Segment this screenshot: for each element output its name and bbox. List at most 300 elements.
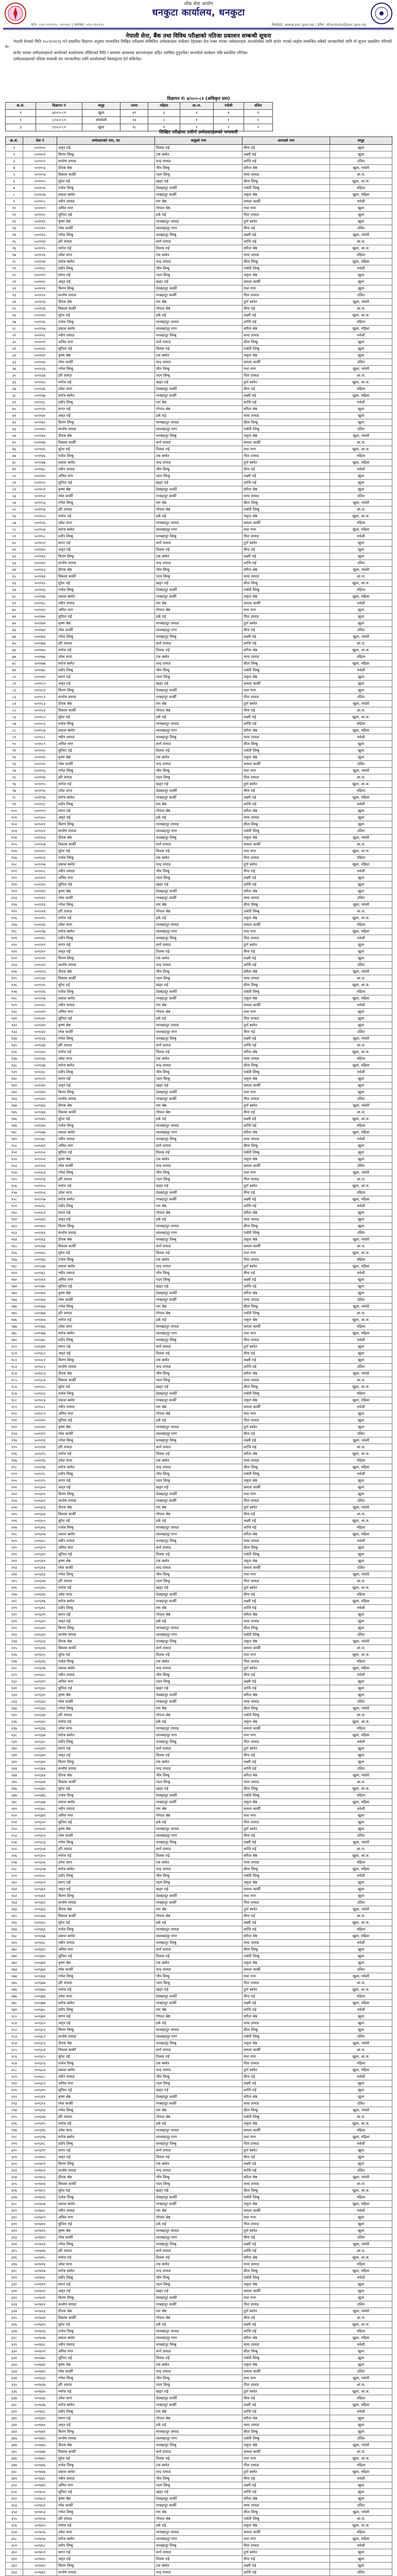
table-cell: लालबहादुर मगर [155,1330,243,1337]
table-cell: ५०१३११ [23,1558,57,1565]
table-cell: तिलक राई [155,245,243,252]
table-cell: लालबहादुर मगर [155,2335,243,2342]
table-cell: राजेश लिम्बु [57,2328,155,2335]
table-row [6,393,392,399]
table-cell: खुला, मधेशी [330,1303,392,1310]
table-row [6,1062,392,1069]
table-cell: सीता लिम्बु [243,339,330,346]
table-cell: १२२ [6,955,23,962]
table-cell: ५०११२६ [23,319,57,326]
table-cell: खुला [330,2020,392,2027]
table-cell: ५०१३७१ [23,1960,57,1967]
table-cell: मीना राई [243,1913,330,1920]
table-cell: खुला [330,1149,392,1156]
table-cell: २७६ [6,1987,23,1993]
table-cell: राजेश लिम्बु [57,2060,155,2067]
table-cell: ५०१३५५ [23,1853,57,1859]
notice-paragraph-3: उम्मेदवारहरूको नतिजा सम्बन्धी थप जानकारीका लागि कार्यालयको वेबसाइटमा हेर्न सकिनेछ। [13,57,142,61]
table-cell: धनबहादुर लिम्बु [155,634,243,640]
table-cell: कर्ण तामाङ [155,1444,243,1451]
table-cell: राधा मगर [243,2295,330,2301]
table-row [6,1377,392,1384]
table-cell: १६२ [6,1223,23,1230]
table-row [6,727,392,734]
results-table [5,137,392,2576]
table-cell: खुला, आ.ज. [330,1183,392,1190]
table-cell: ५०१३५३ [23,1839,57,1846]
table-cell: अमृत राई [57,2422,155,2429]
table-cell: १८४ [6,1370,23,1377]
table-cell: भीम लिम्बु [155,165,243,172]
table-row [6,1156,392,1163]
table-cell: ५०११४५ [23,446,57,453]
table-cell: ५०११०५ [23,178,57,185]
table-cell: कमला कार्की [243,439,330,446]
table-cell: देवबहादुर कार्की [155,687,243,694]
table-row [6,1685,392,1692]
summary-cell: १८ [120,124,148,131]
table-cell: टंक बस्नेत [155,252,243,259]
table-cell: सुरेश राई [57,848,155,855]
table-cell: २७५ [6,1980,23,1987]
table-cell: सरिता श्रेष्ठ [243,1290,330,1297]
table-cell: कृष्ण श्रेष्ठ [57,1960,155,1967]
table-cell: ५०११९६ [23,788,57,794]
table-cell: मानबहादुर तामाङ [155,1725,243,1732]
table-cell: खुला [330,1417,392,1424]
table-cell: खुला, महिला [330,2469,392,2476]
table-cell: दीपक श्रेष्ठ [57,2308,155,2315]
table-cell: १३६ [6,1049,23,1056]
table-cell: ५०१४०७ [23,2201,57,2208]
notice-body [5,39,392,63]
table-cell: ५०१४०५ [23,2188,57,2194]
table-cell: सुनिता राई [57,2221,155,2228]
table-cell: खुला, महिला [330,1665,392,1672]
table-cell: खुला [330,1156,392,1163]
table-cell: गणेश लिम्बु [57,2375,155,2382]
table-cell: ५०१२६९ [23,1277,57,1283]
table-cell: आ.ज. [330,2047,392,2054]
table-row [6,480,392,486]
table-cell: जमुना श्रेष्ठ [243,674,330,681]
table-cell: ५०११७० [23,614,57,620]
table-cell: प्रकाश बस्नेत [57,192,155,198]
table-cell: गीता तामाङ [243,533,330,540]
table-cell: २१ [6,279,23,285]
table-cell: २३८ [6,1732,23,1739]
table-cell: १४९ [6,1136,23,1143]
table-cell: ५०१३०० [23,1484,57,1491]
table-row [6,1511,392,1518]
table-cell: दीपक श्रेष्ठ [57,165,155,172]
table-cell: शान्ति राई [243,2167,330,2174]
table-cell: २५ [6,306,23,312]
table-cell: मीना राई [243,306,330,312]
table-row [6,1170,392,1176]
table-row [6,1893,392,1900]
table-cell: ११ [6,212,23,218]
table-cell: कर्ण तामाङ [155,1946,243,1953]
table-cell: लक्ष्मी राई [243,955,330,962]
table-cell: खुला, मधेशी [330,2241,392,2248]
table-row [6,2013,392,2020]
table-cell: लक्ष्मी राई [243,1759,330,1766]
table-cell: लक्ष्मी राई [243,312,330,319]
table-cell: सीता लिम्बु [243,2348,330,2355]
table-cell: ५०१३६९ [23,1946,57,1953]
table-cell: तिलक राई [155,848,243,855]
table-cell: सागर राई [57,540,155,547]
table-cell: खुला [330,480,392,486]
table-row [6,319,392,326]
table-cell: सन्तोष तामाङ [57,560,155,567]
table-cell: धनबहादुर लिम्बु [155,1337,243,1344]
table-cell: ५०१३१७ [23,1598,57,1605]
table-cell: ५७ [6,520,23,527]
table-cell: उमेश थापा [57,386,155,393]
table-cell: विकास कार्की [57,1377,155,1384]
table-cell: २१६ [6,1585,23,1591]
table-cell: किरण लिम्बु [57,687,155,694]
table-cell: हर्क राई [155,815,243,821]
table-cell: दुर्गा बस्नेत [243,1504,330,1511]
table-cell: ५०१२३९ [23,1076,57,1082]
table-cell: खुला, मधेशी [330,1236,392,1243]
table-cell: माया तामाङ [243,654,330,660]
table-cell: अमृत राई [57,2154,155,2161]
table-row [6,151,392,158]
table-cell: महिला [330,2529,392,2536]
table-cell: ५०१३०२ [23,1498,57,1504]
table-cell: शान्ति राई [243,1042,330,1049]
table-cell: ३२६ [6,2321,23,2328]
table-cell: ५०१४१७ [23,2268,57,2275]
table-cell: गोपाल श्रेष्ठ [155,2315,243,2321]
table-cell: मधेशी [330,265,392,272]
table-row [6,2214,392,2221]
table-row [6,1926,392,1933]
table-cell: कृष्ण श्रेष्ठ [57,2094,155,2100]
table-cell: मीना राई [243,2315,330,2321]
table-cell: मीना राई [243,2556,330,2563]
table-cell: २३४ [6,1705,23,1712]
table-row [6,1203,392,1210]
table-cell: आ.ज. [330,2114,392,2121]
table-cell: रमेश कार्की [57,2234,155,2241]
table-cell: २५० [6,1812,23,1819]
table-cell: कमला कार्की [243,198,330,205]
table-cell: भीम लिम्बु [155,567,243,573]
table-cell: लालबहादुर मगर [155,1833,243,1839]
table-cell: खुला [330,1879,392,1886]
summary-cell: ४९ [120,110,148,117]
table-cell: सीता लिम्बु [243,259,330,265]
table-cell: प्रकाश बस्नेत [57,2201,155,2208]
table-cell: महिला [330,1123,392,1129]
table-row [6,500,392,506]
table-cell: ५०१२५० [23,1149,57,1156]
table-cell: १५१ [6,1149,23,1156]
table-cell: हरि तामाङ [57,372,155,379]
table-cell: शान्ति राई [243,1926,330,1933]
table-cell: ५०१२९२ [23,1431,57,1437]
table-cell: ५०१३८२ [23,2033,57,2040]
table-cell: पार्वती लिम्बु [243,2516,330,2522]
table-cell: ५०१४३६ [23,2395,57,2402]
table-cell: गीता तामाङ [243,1257,330,1263]
table-cell: उमेश थापा [57,1190,155,1196]
table-cell: ८३ [6,694,23,701]
summary-cell: २ [214,124,244,131]
table-row [6,1531,392,1538]
table-cell: आ.ज. [330,908,392,915]
table-cell: सरोज बस्नेत [57,1732,155,1739]
table-cell: लक्ष्मी राई [243,2563,330,2569]
table-row [6,1712,392,1719]
table-cell: खुला, महिला [330,594,392,600]
table-cell: पार्वती लिम्बु [243,1391,330,1397]
table-cell: १४० [6,1076,23,1082]
table-cell: धनबहादुर लिम्बु [155,2342,243,2348]
table-cell: गीता तामाङ [243,453,330,460]
results-header-cell: उम्मेदवारको नाम, थर [57,137,155,145]
table-row [6,2435,392,2442]
table-cell: मनोज राई [57,2388,155,2395]
table-cell: ३१० [6,2214,23,2221]
table-cell: दीपक श्रेष्ठ [57,2442,155,2449]
table-cell: २० [6,272,23,279]
table-cell: खुला [330,1618,392,1625]
table-cell: कर्ण तामाङ [155,1143,243,1149]
table-cell: सरिता श्रेष्ठ [243,326,330,332]
table-cell: अमृत राई [57,145,155,151]
table-cell: ११७ [6,922,23,928]
table-cell: ३२४ [6,2308,23,2315]
table-cell: ५०१३६२ [23,1900,57,1906]
table-cell: पदम लिम्बु [155,1277,243,1283]
table-cell: उमेश थापा [57,1591,155,1598]
table-row [6,915,392,922]
table-cell: नवीन तामाङ [57,734,155,741]
table-cell: ५०११८६ [23,721,57,727]
table-row [6,2529,392,2536]
table-cell: खुला [330,1283,392,1290]
table-cell: ५०१३५२ [23,1833,57,1839]
table-cell: खुला, आ.ज. [330,2255,392,2261]
table-cell: महिला [330,922,392,928]
table-cell: ५०१३४४ [23,1779,57,1786]
table-cell: मनोज राई [57,2522,155,2529]
table-cell: खुला, आ.ज. [330,2121,392,2127]
table-cell: आ.ज. [330,239,392,245]
table-cell: ५०१२२९ [23,1009,57,1015]
table-cell: महिला [330,721,392,727]
table-row [6,1545,392,1551]
table-cell: ५०१३१३ [23,1571,57,1578]
table-cell: ५०१३३० [23,1685,57,1692]
table-cell: दुर्गा बस्नेत [243,299,330,306]
table-cell: विकास कार्की [57,1243,155,1250]
table-cell: २७२ [6,1960,23,1967]
table-cell: दुर्गा बस्नेत [243,2469,330,2476]
table-cell: सीता लिम्बु [243,1866,330,1873]
table-cell: दुर्गा बस्नेत [243,540,330,547]
contact-web: वेबसाइट: www.psc.gov.np | इमेल: dhankuta@psc.gov.np [271,23,366,27]
table-cell: कर्ण तामाङ [155,1545,243,1551]
table-cell: १३४ [6,1036,23,1042]
table-cell: किरण लिम्बु [57,2563,155,2569]
table-cell: ५०११७८ [23,667,57,674]
table-cell: मधेशी [330,1538,392,1545]
table-cell: राम श्रेष्ठ [155,2308,243,2315]
table-cell: राधा मगर [243,1893,330,1900]
table-cell: हर्क राई [155,2422,243,2429]
table-cell: ९९ [6,801,23,808]
table-cell: लक्ष्मी राई [243,2000,330,2007]
table-cell: १०९ [6,868,23,875]
table-cell: १५४ [6,1170,23,1176]
table-cell: खुला [330,205,392,212]
table-cell: हरि तामाङ [57,908,155,915]
table-cell: लक्ष्मी राई [243,1598,330,1605]
table-row [6,433,392,439]
table-cell: ५०११९३ [23,768,57,774]
table-cell: १२३ [6,962,23,969]
table-cell: ३ [6,158,23,165]
table-cell: प्रकाश बस्नेत [57,2067,155,2074]
table-row [6,1940,392,1946]
table-cell: ५०१४३९ [23,2415,57,2422]
summary-cell: १ [148,124,180,131]
table-cell: ५०१३५० [23,1819,57,1826]
table-cell: मीना राई [243,1431,330,1437]
table-cell: उमेश थापा [57,654,155,660]
table-row [6,2020,392,2027]
table-cell: मीना राई [243,466,330,473]
table-cell: ५०१३१९ [23,1612,57,1618]
table-row [6,2556,392,2563]
table-row [6,1719,392,1725]
table-cell: २१३ [6,1565,23,1571]
table-cell: पदम लिम्बु [155,2080,243,2087]
table-cell: शान्ति राई [243,1766,330,1772]
summary-cell: १ [180,124,213,131]
table-cell: ५०१३७९ [23,2013,57,2020]
table-row [6,1116,392,1123]
table-cell: अमृत राई [57,1618,155,1625]
table-row [6,259,392,265]
table-cell: ५०१३०८ [23,1538,57,1545]
table-cell: सुरेश राई [57,580,155,587]
table-cell: सरिता श्रेष्ठ [243,165,330,172]
table-cell: उमेश थापा [57,1056,155,1062]
table-cell: ४३ [6,426,23,433]
table-cell: मीना राई [243,1270,330,1277]
table-row [6,1826,392,1833]
table-cell: हरि तामाङ [57,506,155,513]
table-cell: माया तामाङ [243,1859,330,1866]
table-cell: सरिता श्रेष्ठ [243,1451,330,1458]
table-cell: चन्द्र तामाङ [155,2167,243,2174]
table-cell: ५०१३३५ [23,1719,57,1725]
table-cell: खुला, मधेशी [330,299,392,306]
table-cell: ५०११५० [23,480,57,486]
table-row [6,734,392,741]
table-cell: २२२ [6,1625,23,1632]
table-cell: राधा मगर [243,2455,330,2462]
table-cell: कर्ण तामाङ [155,2248,243,2255]
table-cell: ५०१३२९ [23,1679,57,1685]
table-cell: ५०१४४८ [23,2476,57,2482]
table-cell: लालबहादुर मगर [155,225,243,232]
table-cell: हर्क राई [155,1417,243,1424]
table-cell: खुला [330,406,392,413]
table-cell: माया तामाङ [243,2020,330,2027]
table-row [6,406,392,413]
table-cell: राजेश लिम्बु [57,1123,155,1129]
table-cell: विकास कार्की [57,306,155,312]
table-cell: दलित [330,158,392,165]
table-cell: मधेशी [330,332,392,339]
table-cell: मनोज राई [57,1451,155,1458]
table-cell: खुला, आ.ज. [330,781,392,788]
table-cell: जमुना श्रेष्ठ [243,513,330,520]
table-cell: मधेशी [330,2074,392,2080]
table-cell: अनिल मगर [57,2348,155,2355]
table-cell: जमुना श्रेष्ठ [243,433,330,439]
table-cell: १२७ [6,989,23,995]
table-cell: रमेश कार्की [57,2502,155,2509]
table-cell: महिला [330,2328,392,2335]
table-cell: ५०१२०५ [23,848,57,855]
table-cell: ५०१३२१ [23,1625,57,1632]
table-row [6,352,392,359]
table-cell: ५०१२९१ [23,1424,57,1431]
table-cell: २८२ [6,2027,23,2033]
table-cell: लक्ष्मी राई [243,1839,330,1846]
table-cell: खुला, मधेशी [330,500,392,506]
table-cell: तिलक राई [155,2154,243,2161]
table-cell: २६५ [6,1913,23,1920]
table-cell: ३०२ [6,2161,23,2167]
table-cell: २०५ [6,1511,23,1518]
table-cell: सीता लिम्बु [243,1303,330,1310]
table-row [6,1411,392,1417]
table-cell: सन्तोष तामाङ [57,1498,155,1504]
table-row [6,527,392,533]
results-header-cell: क्र.सं. [6,137,23,145]
table-cell: लक्ष्मी राई [243,2161,330,2167]
table-cell: ३०५ [6,2181,23,2188]
table-cell: खुला [330,1946,392,1953]
table-cell: प्रदीप लिम्बु [57,533,155,540]
table-row [6,1665,392,1672]
table-cell: टंक बस्नेत [155,1759,243,1766]
table-cell: भीम लिम्बु [155,1973,243,1980]
table-cell: ५०१३६५ [23,1920,57,1926]
table-cell: उमेश थापा [57,1324,155,1330]
table-cell: नरबहादुर कार्की [155,594,243,600]
table-cell: ५०११५२ [23,493,57,500]
table-cell: १८९ [6,1404,23,1411]
table-row [6,674,392,681]
table-cell: अनिल मगर [57,1143,155,1149]
table-row [6,1658,392,1665]
table-cell: ५०११४० [23,413,57,419]
table-cell: सन्तोष तामाङ [57,1230,155,1236]
table-cell: खुला, आ.ज. [330,2054,392,2060]
